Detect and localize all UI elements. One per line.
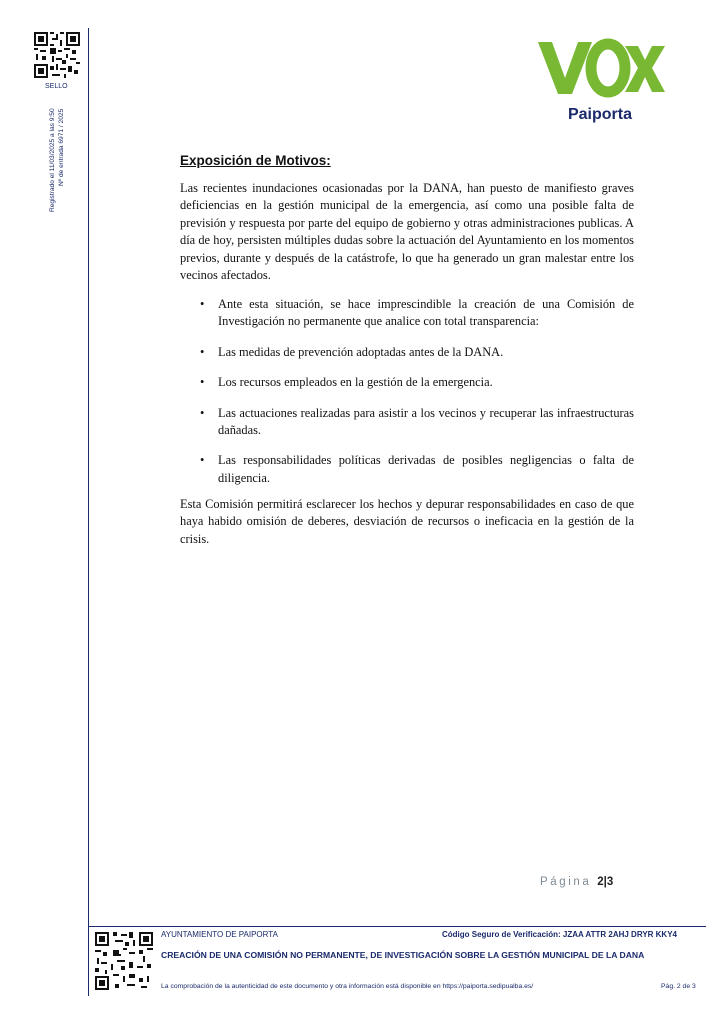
list-item: • Los recursos empleados en la gestión de la emergencia. xyxy=(200,374,634,391)
bullet-icon: • xyxy=(200,453,205,468)
logo-subtitle: Paiporta xyxy=(567,106,632,123)
bullet-icon: • xyxy=(200,297,205,311)
verification-code: Código Seguro de Verificación: JZAA ATTR 2AHJ DRYR KKY4 xyxy=(442,930,677,939)
registration-date: Registrado el 11/03/2025 a las 9:50 xyxy=(49,108,56,212)
list-item: • Ante esta situación, se hace imprescindible la creación de una Comisión de Investigación no permanente que analice con total transparencia: xyxy=(200,297,634,329)
section-heading: Exposición de Motivos: xyxy=(180,153,331,168)
bullet-icon: • xyxy=(200,375,205,390)
footer-divider xyxy=(88,926,706,927)
bullet-icon: • xyxy=(200,344,205,359)
closing-paragraph: Esta Comisión permitirá esclarecer los hechos y depurar responsabilidades en caso de que haya habido omisión de deberes, desviación de recursos o ineficacia en la gestión de la crisis. xyxy=(180,497,634,546)
footer-organization: AYUNTAMIENTO DE PAIPORTA xyxy=(161,930,278,939)
bullet-list xyxy=(200,296,634,487)
registration-number: Nº de entrada 6971 / 2025 xyxy=(58,108,65,186)
margin-divider xyxy=(88,28,89,996)
footer-document-title: CREACIÓN DE UNA COMISIÓN NO PERMANENTE, DE INVESTIGACIÓN SOBRE LA GESTIÓN MUNICIPAL DE LA DANA xyxy=(161,950,645,960)
authenticity-note: La comprobación de la autenticidad de este documento y otra información está disponible en https://paiporta.sedipualba.es/ xyxy=(161,983,534,990)
intro-paragraph: Las recientes inundaciones ocasionadas por la DANA, han puesto de manifiesto graves deficiencias en la gestión municipal de la emergencia, así como una posible falta de previsión y respuesta por parte del equipo de gobierno y otras administraciones publicas. A día de hoy, persisten múltiples dudas sobre la actuación del Ayuntamiento en los momentos previos, durante y después de la catástrofe, lo que ha generado un gran malestar entre los vecinos afectados. xyxy=(180,181,634,283)
bullet-icon: • xyxy=(200,405,205,420)
page-number: Página 2|3 xyxy=(540,876,614,888)
qr-code-verification xyxy=(95,932,153,990)
footer-page-count: Pág. 2 de 3 xyxy=(661,983,696,990)
qr-code-seal xyxy=(34,32,80,78)
vox-logo xyxy=(534,34,666,128)
list-item: • Las responsabilidades políticas derivadas de posibles negligencias o falta de diligencia. xyxy=(200,453,634,485)
list-item: • Las medidas de prevención adoptadas antes de la DANA. xyxy=(200,344,634,361)
list-item: • Las actuaciones realizadas para asistir a los vecinos y recuperar las infraestructuras dañadas. xyxy=(200,405,634,438)
seal-label: SELLO xyxy=(45,83,68,90)
